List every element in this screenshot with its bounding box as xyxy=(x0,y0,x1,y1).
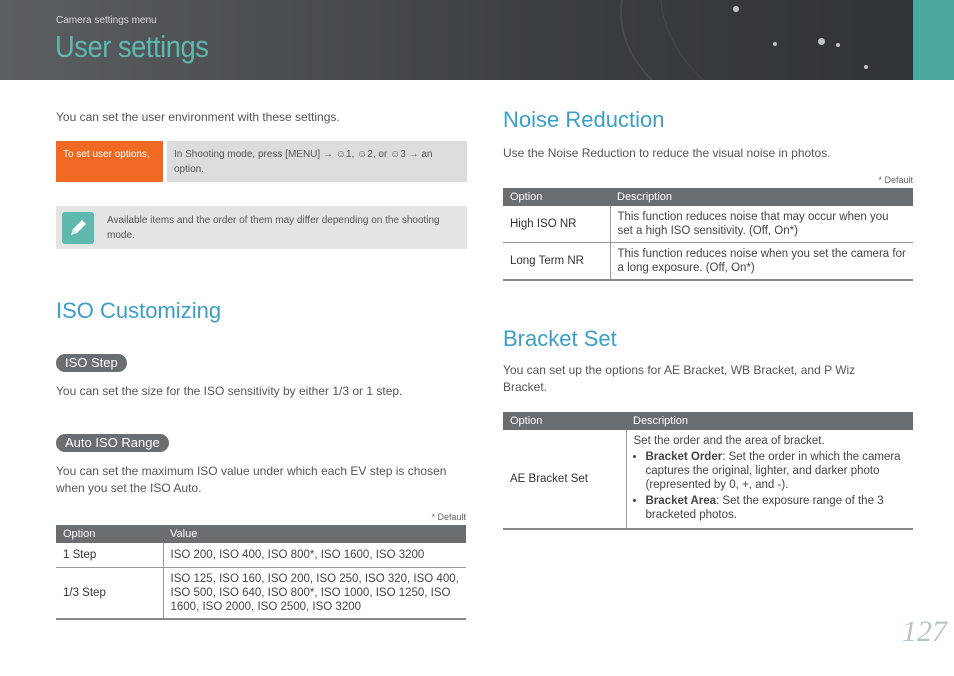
page-title: User settings xyxy=(55,29,209,64)
table-cell-description: This function reduces noise that may occur when you set a high ISO sensitivity. (Off, On*) xyxy=(610,206,913,243)
table-header-row xyxy=(503,412,913,430)
note-text: Available items and the order of them may differ depending on the shooting mode. xyxy=(107,214,440,241)
table-header-cell: Value xyxy=(163,525,466,543)
default-note: * Default xyxy=(431,512,466,522)
table-header-cell: Option xyxy=(56,525,163,543)
decorative-sparkle xyxy=(818,38,825,45)
table-cell-description xyxy=(626,430,913,529)
decorative-sparkle xyxy=(773,42,777,46)
bracket-table xyxy=(503,412,913,530)
auto-iso-range-pill: Auto ISO Range xyxy=(56,434,169,452)
pencil-note-icon xyxy=(62,212,94,244)
table-cell-value: ISO 125, ISO 160, ISO 200, ISO 250, ISO 320, ISO 400, ISO 500, ISO 640, ISO 800*, ISO 1000, ISO 1250, ISO 1600, ISO 2000, ISO 2500, ISO 3200 xyxy=(163,568,466,620)
decorative-sparkle xyxy=(836,43,840,47)
table-header-row xyxy=(503,188,913,206)
note-box xyxy=(56,206,467,249)
section-tab xyxy=(913,0,954,80)
noise-table xyxy=(503,188,913,281)
table-row xyxy=(56,543,466,568)
list-item xyxy=(646,450,907,492)
list-item xyxy=(646,494,907,522)
breadcrumb: Camera settings menu xyxy=(56,15,157,26)
howto-box xyxy=(56,141,467,182)
table-header-cell: Description xyxy=(610,188,913,206)
table-header-cell: Option xyxy=(503,412,626,430)
intro-text: You can set the user environment with these settings. xyxy=(56,110,340,124)
default-note: * Default xyxy=(878,175,913,185)
bracket-set-heading: Bracket Set xyxy=(503,326,617,351)
bracket-intro: Set the order and the area of bracket. xyxy=(633,435,825,447)
table-header-cell: Option xyxy=(503,188,610,206)
table-cell-value: ISO 200, ISO 400, ISO 800*, ISO 1600, ISO 3200 xyxy=(163,543,466,568)
table-cell-option: AE Bracket Set xyxy=(503,430,626,529)
bracket-options-list xyxy=(634,450,907,522)
table-cell-option: High ISO NR xyxy=(503,206,610,243)
page-number: 127 xyxy=(902,615,947,648)
iso-customizing-heading: ISO Customizing xyxy=(56,298,222,323)
bracket-area-text: : Set the exposure range of the 3 bracketed photos. xyxy=(645,495,884,521)
table-row xyxy=(503,206,913,243)
decorative-swoosh xyxy=(660,0,954,80)
auto-iso-range-text: You can set the maximum ISO value under which each EV step is chosen when you set the ISO Auto. xyxy=(56,464,447,495)
decorative-sparkle xyxy=(733,6,739,12)
howto-label: To set user options, xyxy=(56,141,163,182)
table-row xyxy=(56,568,466,620)
noise-reduction-text: Use the Noise Reduction to reduce the visual noise in photos. xyxy=(503,146,831,160)
table-cell-description: This function reduces noise when you set the camera for a long exposure. (Off, On*) xyxy=(610,243,913,281)
table-row xyxy=(503,430,913,529)
bracket-area-term: Bracket Area xyxy=(645,495,717,507)
iso-table xyxy=(56,525,466,620)
header-banner xyxy=(0,0,954,80)
bracket-order-term: Bracket Order xyxy=(645,451,723,463)
noise-reduction-heading: Noise Reduction xyxy=(503,107,665,132)
howto-steps: In Shooting mode, press [MENU] → ☺1, ☺2, or ☺3 → an option. xyxy=(167,141,467,182)
iso-step-text: You can set the size for the ISO sensitivity by either 1/3 or 1 step. xyxy=(56,384,403,398)
table-row xyxy=(503,243,913,281)
table-cell-option: 1 Step xyxy=(56,543,163,568)
bracket-set-text: You can set up the options for AE Bracket, WB Bracket, and P Wiz Bracket. xyxy=(503,363,856,394)
bracket-order-text: : Set the order in which the camera captures the original, lighter, and darker photo (represented by 0, +, and -). xyxy=(645,451,901,491)
table-cell-option: 1/3 Step xyxy=(56,568,163,620)
decorative-sparkle xyxy=(864,65,868,69)
table-cell-option: Long Term NR xyxy=(503,243,610,281)
table-header-row xyxy=(56,525,466,543)
iso-step-pill: ISO Step xyxy=(56,354,127,372)
table-header-cell: Description xyxy=(626,412,913,430)
